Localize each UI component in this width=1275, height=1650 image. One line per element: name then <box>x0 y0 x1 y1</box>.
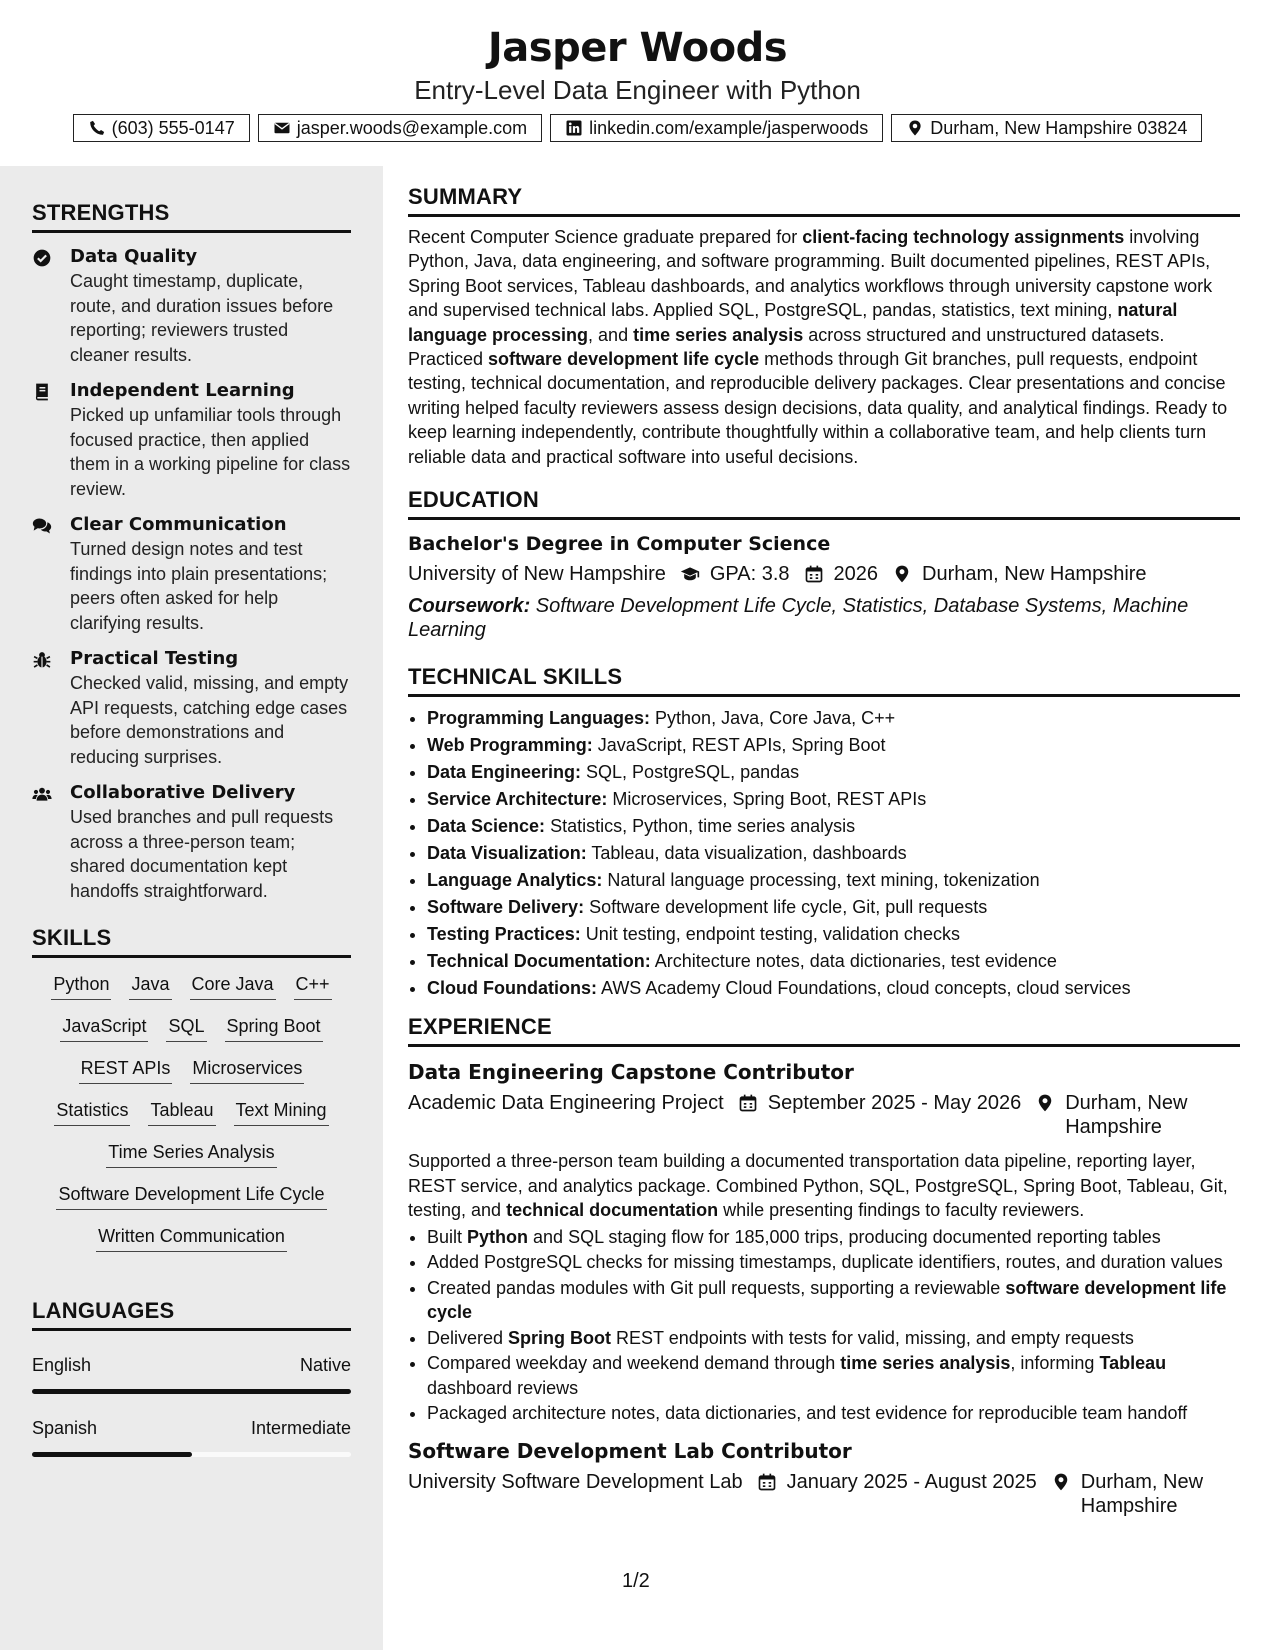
proficiency-fill <box>32 1452 192 1457</box>
job-organization: Academic Data Engineering Project <box>408 1092 724 1115</box>
technical-skill-item <box>427 921 1240 948</box>
emphasis-text: time series analysis <box>633 324 804 345</box>
skill-values: Architecture notes, data dictionaries, test evidence <box>650 951 1057 972</box>
technical-skill-item <box>427 840 1240 867</box>
technical-skill-item <box>427 705 1240 732</box>
summary-heading: SUMMARY <box>408 166 1240 217</box>
education-heading: EDUCATION <box>408 469 1240 520</box>
strength-item <box>32 781 351 903</box>
skill-values: Microservices, Spring Boot, REST APIs <box>607 789 927 810</box>
skill-category: Data Engineering: <box>427 762 582 783</box>
skill-values: Natural language processing, text mining, tokenization <box>602 870 1040 891</box>
contact-text: linkedin.com/example/jasperwoods <box>589 117 869 138</box>
strengths-heading: STRENGTHS <box>32 182 351 233</box>
text-run: , and <box>588 324 634 345</box>
map-pin-icon <box>1051 1472 1071 1492</box>
strength-body <box>70 245 351 367</box>
strength-desc: Turned design notes and test findings into plain presentations; peers often asked for help clarifying results. <box>70 539 328 633</box>
text-run: Supported a three-person team building a documented transportation data pipeline, reporting layer, REST service, and analytics package. Combined Python, SQL, PostgreSQL, Spring Boot, Tableau, Git, testing, and <box>408 1151 1228 1221</box>
strength-body <box>70 513 351 635</box>
experience-list <box>408 1059 1240 1518</box>
skill-tag: Microservices <box>190 1056 304 1084</box>
skill-values: Python, Java, Core Java, C++ <box>650 708 896 729</box>
education-location: Durham, New Hampshire <box>922 563 1147 586</box>
contact-item <box>73 114 250 142</box>
main-content <box>408 166 1240 1518</box>
contact-item <box>258 114 542 142</box>
job-bullets <box>408 1225 1240 1426</box>
skill-category: Programming Languages: <box>427 708 651 729</box>
phone-icon <box>88 119 106 137</box>
emphasis-text: client-facing technology assignments <box>802 227 1125 247</box>
technical-skills-heading: TECHNICAL SKILLS <box>408 642 1240 697</box>
emphasis-text: software development life cycle <box>488 349 760 370</box>
technical-skill-item <box>427 867 1240 894</box>
skill-tag: Written Communication <box>96 1224 287 1252</box>
job-meta <box>408 1470 1240 1518</box>
technical-skill-item <box>427 786 1240 813</box>
job-bullet <box>427 1401 1240 1426</box>
emphasis-text: Python <box>467 1226 529 1247</box>
strength-body <box>70 379 351 501</box>
text-run: involving Python, Java, data engineering, and software programming. Built documented pipelines, REST APIs, Spring Boot services, Tableau dashboards, and analytics workflows through university capstone work and supervised technical labs. Applied SQL, PostgreSQL, pandas, statistics, text mining, <box>408 227 1213 321</box>
text-run: while presenting findings to faculty reviewers. <box>718 1200 1085 1221</box>
comments-icon <box>32 516 52 536</box>
strength-title: Independent Learning <box>70 380 295 401</box>
job-location: Durham, New Hampshire <box>1065 1092 1188 1139</box>
skill-category: Technical Documentation: <box>427 951 651 972</box>
language-row <box>32 1416 351 1440</box>
language-item <box>32 1416 351 1457</box>
text-run: Built <box>427 1226 468 1247</box>
skill-values: Statistics, Python, time series analysis <box>545 816 856 837</box>
graduation-cap-icon <box>680 564 700 584</box>
sidebar <box>0 166 383 1650</box>
strength-icon-wrap <box>32 245 70 367</box>
text-run: methods through Git branches, pull requests, endpoint testing, technical documentation, and reproducible delivery packages. Clear presentations and concise writing helped faculty reviewers assess design decisions, data quality, and analytical findings. Ready to keep learning independently, contribute thoughtfully within a collaborative team, and help clients turn reliable data and practical software into useful decisions. <box>408 349 1228 467</box>
contact-bar <box>0 114 1275 142</box>
job-bullet <box>427 1326 1240 1351</box>
strength-title: Clear Communication <box>70 514 287 535</box>
linkedin-icon <box>565 119 583 137</box>
calendar-icon <box>738 1093 758 1113</box>
skill-tag: SQL <box>166 1014 206 1042</box>
map-pin-icon <box>892 564 912 584</box>
skill-values: Unit testing, endpoint testing, validation checks <box>580 924 960 945</box>
job-dates: September 2025 - May 2026 <box>767 1092 1022 1115</box>
skill-category: Service Architecture: <box>427 789 608 810</box>
job-dates: January 2025 - August 2025 <box>786 1470 1037 1493</box>
skill-category: Data Visualization: <box>427 843 587 864</box>
skills-tags <box>32 958 351 1252</box>
text-run: Packaged architecture notes, data dictionaries, and test evidence for reproducible team handoff <box>427 1403 1188 1424</box>
calendar-icon <box>757 1472 777 1492</box>
job-description <box>408 1149 1240 1223</box>
language-name: English <box>32 1355 92 1375</box>
technical-skill-item <box>427 975 1240 1002</box>
text-run: across structured and unstructured datasets. Practiced <box>408 324 1165 370</box>
skill-tag: Time Series Analysis <box>106 1140 276 1168</box>
skill-tag: Python <box>51 972 111 1000</box>
strength-body <box>70 781 351 903</box>
skill-tag: Software Development Life Cycle <box>56 1182 326 1210</box>
job-bullet <box>427 1351 1240 1400</box>
experience-heading: EXPERIENCE <box>408 1002 1240 1047</box>
languages-heading: LANGUAGES <box>32 1252 351 1331</box>
skill-values: JavaScript, REST APIs, Spring Boot <box>592 735 886 756</box>
technical-skills-list <box>408 705 1240 1002</box>
calendar-icon <box>804 564 824 584</box>
contact-text: (603) 555-0147 <box>111 117 235 138</box>
emphasis-text: technical documentation <box>506 1200 719 1221</box>
strength-title: Practical Testing <box>70 648 239 669</box>
language-level: Intermediate <box>250 1418 351 1438</box>
contact-text: Durham, New Hampshire 03824 <box>930 117 1188 138</box>
text-run: dashboard reviews <box>427 1377 579 1398</box>
job-dates-wrap <box>757 1470 1037 1494</box>
language-name: Spanish <box>32 1418 98 1438</box>
proficiency-fill <box>32 1389 351 1394</box>
skill-tag: Statistics <box>54 1098 130 1126</box>
strength-icon-wrap <box>32 647 70 769</box>
strength-body <box>70 647 351 769</box>
skill-category: Language Analytics: <box>427 870 603 891</box>
job-location-wrap <box>1035 1091 1226 1139</box>
strength-title: Data Quality <box>70 246 198 267</box>
technical-skill-item <box>427 894 1240 921</box>
skill-tag: REST APIs <box>79 1056 173 1084</box>
strength-item <box>32 379 351 501</box>
strength-icon-wrap <box>32 781 70 903</box>
coursework <box>408 594 1240 642</box>
job-meta <box>408 1091 1240 1139</box>
skill-values: Software development life cycle, Git, pull requests <box>584 897 988 918</box>
contact-item <box>550 114 883 142</box>
skill-category: Testing Practices: <box>427 924 581 945</box>
job-location: Durham, New Hampshire <box>1080 1470 1204 1517</box>
map-pin-icon <box>906 119 924 137</box>
job-dates-wrap <box>738 1091 1022 1115</box>
graduation-year: 2026 <box>833 563 879 586</box>
strength-item <box>32 647 351 769</box>
skill-category: Cloud Foundations: <box>427 978 597 999</box>
skill-values: AWS Academy Cloud Foundations, cloud concepts, cloud services <box>596 978 1131 999</box>
proficiency-bar <box>32 1452 351 1457</box>
skill-category: Data Science: <box>427 816 546 837</box>
coursework-label: Coursework: <box>408 595 531 618</box>
emphasis-text: time series analysis <box>840 1353 1011 1374</box>
strength-desc: Checked valid, missing, and empty API requests, catching edge cases before demonstrations and reducing surprises. <box>70 673 349 767</box>
skill-category: Web Programming: <box>427 735 593 756</box>
users-icon <box>32 784 52 804</box>
job-title: Data Engineering Capstone Contributor <box>408 1060 854 1085</box>
contact-text: jasper.woods@example.com <box>296 117 528 138</box>
strength-item <box>32 245 351 367</box>
emphasis-text: Spring Boot <box>508 1327 612 1348</box>
strength-title: Collaborative Delivery <box>70 782 296 803</box>
technical-skill-item <box>427 732 1240 759</box>
language-item <box>32 1353 351 1394</box>
education-meta <box>408 560 1240 588</box>
summary-text <box>408 225 1240 469</box>
technical-skill-item <box>427 759 1240 786</box>
proficiency-bar <box>32 1389 351 1394</box>
skill-category: Software Delivery: <box>427 897 585 918</box>
skill-tag: JavaScript <box>60 1014 148 1042</box>
text-run: Recent Computer Science graduate prepared for <box>408 227 803 247</box>
text-run: Compared weekday and weekend demand through <box>427 1353 841 1374</box>
contact-item <box>891 114 1202 142</box>
skill-values: SQL, PostgreSQL, pandas <box>581 762 800 783</box>
text-run: Delivered <box>427 1327 509 1348</box>
job-organization: University Software Development Lab <box>408 1470 743 1493</box>
school-name: University of New Hampshire <box>408 563 666 586</box>
strengths-list <box>32 245 351 903</box>
text-run: REST endpoints with tests for valid, missing, and empty requests <box>611 1327 1134 1348</box>
text-run: , informing <box>1010 1353 1100 1374</box>
emphasis-text: software development life cycle <box>427 1277 1227 1323</box>
skill-tag: Java <box>129 972 171 1000</box>
text-run: Created pandas modules with Git pull requests, supporting a reviewable <box>427 1277 1006 1298</box>
strength-icon-wrap <box>32 379 70 501</box>
resume-header <box>0 0 1275 166</box>
skill-values: Tableau, data visualization, dashboards <box>586 843 907 864</box>
job-location-wrap <box>1051 1470 1226 1518</box>
degree-title: Bachelor's Degree in Computer Science <box>408 533 831 556</box>
text-run: and SQL staging flow for 185,000 trips, producing documented reporting tables <box>528 1226 1161 1247</box>
strength-item <box>32 513 351 635</box>
strength-desc: Picked up unfamiliar tools through focused practice, then applied them in a working pipeline for class review. <box>70 405 351 499</box>
job-bullet <box>427 1225 1240 1250</box>
technical-skill-item <box>427 948 1240 975</box>
language-row <box>32 1353 351 1377</box>
coursework-list: Software Development Life Cycle, Statistics, Database Systems, Machine Learning <box>408 595 1189 642</box>
text-run: Added PostgreSQL checks for missing timestamps, duplicate identifiers, routes, and duration values <box>427 1252 1223 1273</box>
skill-tag: Core Java <box>190 972 276 1000</box>
skill-tag: Spring Boot <box>225 1014 323 1042</box>
strength-icon-wrap <box>32 513 70 635</box>
skill-tag: Text Mining <box>234 1098 329 1126</box>
page-number: 1/2 <box>622 1570 650 1592</box>
check-circle-icon <box>32 248 52 268</box>
map-pin-icon <box>1035 1093 1055 1113</box>
emphasis-text: Tableau <box>1099 1353 1167 1374</box>
job-bullet <box>427 1250 1240 1275</box>
candidate-name: Jasper Woods <box>487 25 788 71</box>
strength-desc: Caught timestamp, duplicate, route, and duration issues before reporting; reviewers trusted cleaner results. <box>70 271 334 365</box>
skills-heading: SKILLS <box>32 903 351 958</box>
strength-desc: Used branches and pull requests across a three-person team; shared documentation kept handoffs straightforward. <box>70 807 334 901</box>
gpa: GPA: 3.8 <box>709 563 790 586</box>
skill-tag: C++ <box>294 972 332 1000</box>
languages-list <box>32 1353 351 1457</box>
job-title: Software Development Lab Contributor <box>408 1438 852 1463</box>
technical-skill-item <box>427 813 1240 840</box>
job-bullet <box>427 1276 1240 1325</box>
candidate-title: Entry-Level Data Engineer with Python <box>414 75 861 105</box>
envelope-icon <box>273 119 291 137</box>
language-level: Native <box>299 1355 351 1375</box>
book-icon <box>32 382 52 402</box>
bug-icon <box>32 650 52 670</box>
skill-tag: Tableau <box>148 1098 215 1126</box>
emphasis-text: natural language processing <box>408 300 1178 345</box>
